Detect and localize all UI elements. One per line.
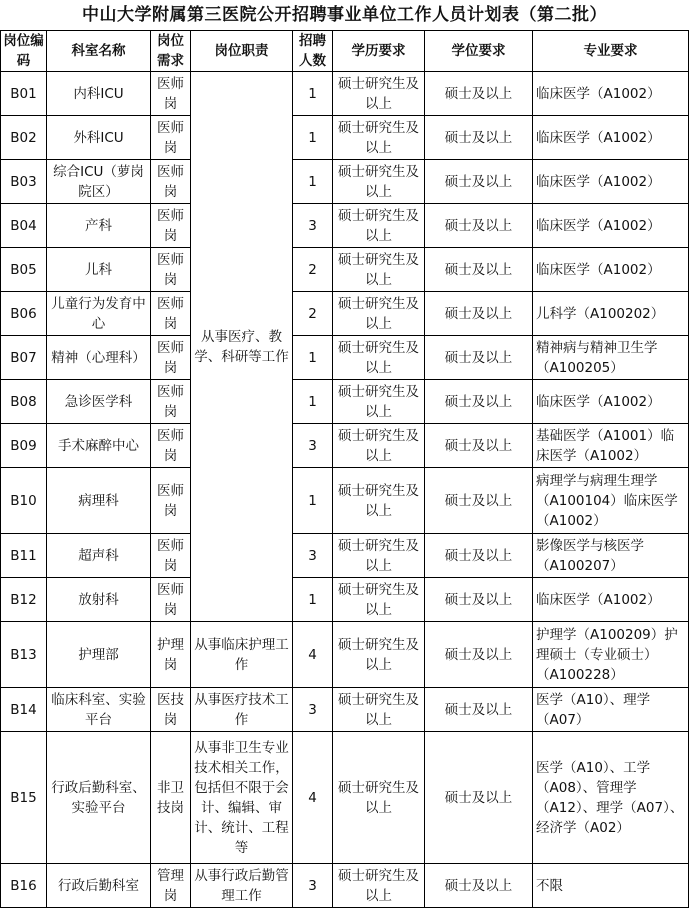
- cell-edu: 硕士研究生及以上: [333, 578, 425, 622]
- cell-edu: 硕士研究生及以上: [333, 732, 425, 864]
- cell-num: 1: [293, 72, 333, 116]
- cell-type: 医师岗: [151, 116, 191, 160]
- cell-degree: 硕士及以上: [425, 534, 533, 578]
- cell-edu: 硕士研究生及以上: [333, 622, 425, 688]
- table-row: [1, 292, 689, 336]
- header-major: 专业要求: [533, 31, 689, 72]
- cell-dept: 护理部: [47, 622, 151, 688]
- cell-code: B01: [1, 72, 47, 116]
- cell-type: 管理岗: [151, 864, 191, 908]
- cell-degree: 硕士及以上: [425, 468, 533, 534]
- cell-major: 基础医学（A1001）临床医学（A1002）: [533, 424, 689, 468]
- header-type: 岗位需求: [151, 31, 191, 72]
- cell-major: 不限: [533, 864, 689, 908]
- cell-major: 儿科学（A100202）: [533, 292, 689, 336]
- cell-num: 1: [293, 380, 333, 424]
- header-dept: 科室名称: [47, 31, 151, 72]
- recruitment-table: [0, 30, 689, 908]
- cell-code: B14: [1, 688, 47, 732]
- cell-dept: 综合ICU（萝岗院区）: [47, 160, 151, 204]
- cell-duty: 从事医疗技术工作: [191, 688, 293, 732]
- cell-edu: 硕士研究生及以上: [333, 534, 425, 578]
- cell-degree: 硕士及以上: [425, 424, 533, 468]
- cell-dept: 病理科: [47, 468, 151, 534]
- table-row: [1, 468, 689, 534]
- cell-edu: 硕士研究生及以上: [333, 468, 425, 534]
- table-row: [1, 732, 689, 864]
- cell-num: 4: [293, 732, 333, 864]
- cell-dept: 外科ICU: [47, 116, 151, 160]
- cell-code: B03: [1, 160, 47, 204]
- cell-degree: 硕士及以上: [425, 292, 533, 336]
- table-row: [1, 534, 689, 578]
- cell-dept: 产科: [47, 204, 151, 248]
- cell-num: 1: [293, 468, 333, 534]
- cell-edu: 硕士研究生及以上: [333, 688, 425, 732]
- cell-degree: 硕士及以上: [425, 248, 533, 292]
- cell-code: B10: [1, 468, 47, 534]
- cell-degree: 硕士及以上: [425, 380, 533, 424]
- cell-duty: 从事非卫生专业技术相关工作，包括但不限于会计、编辑、审计、统计、工程等: [191, 732, 293, 864]
- cell-type: 医师岗: [151, 248, 191, 292]
- cell-duty: 从事临床护理工作: [191, 622, 293, 688]
- cell-edu: 硕士研究生及以上: [333, 160, 425, 204]
- cell-num: 1: [293, 116, 333, 160]
- cell-code: B05: [1, 248, 47, 292]
- cell-degree: 硕士及以上: [425, 622, 533, 688]
- cell-type: 医师岗: [151, 204, 191, 248]
- table-row: [1, 336, 689, 380]
- cell-code: B08: [1, 380, 47, 424]
- page-title: 中山大学附属第三医院公开招聘事业单位工作人员计划表（第二批）: [82, 5, 607, 25]
- table-row: [1, 380, 689, 424]
- table-row: [1, 204, 689, 248]
- cell-edu: 硕士研究生及以上: [333, 248, 425, 292]
- cell-type: 医师岗: [151, 72, 191, 116]
- table-row: [1, 116, 689, 160]
- cell-edu: 硕士研究生及以上: [333, 292, 425, 336]
- cell-code: B06: [1, 292, 47, 336]
- cell-major: 临床医学（A1002）: [533, 116, 689, 160]
- cell-edu: 硕士研究生及以上: [333, 336, 425, 380]
- cell-num: 1: [293, 336, 333, 380]
- cell-code: B04: [1, 204, 47, 248]
- table-row: [1, 72, 689, 116]
- cell-num: 2: [293, 248, 333, 292]
- cell-degree: 硕士及以上: [425, 204, 533, 248]
- cell-code: B15: [1, 732, 47, 864]
- cell-major: 临床医学（A1002）: [533, 578, 689, 622]
- cell-major: 医学（A10）、理学（A07）: [533, 688, 689, 732]
- table-row: [1, 160, 689, 204]
- cell-code: B09: [1, 424, 47, 468]
- cell-duty-doctor: 从事医疗、教学、科研等工作: [191, 72, 293, 622]
- cell-edu: 硕士研究生及以上: [333, 380, 425, 424]
- cell-code: B16: [1, 864, 47, 908]
- cell-major: 精神病与精神卫生学（A100205）: [533, 336, 689, 380]
- header-edu: 学历要求: [333, 31, 425, 72]
- table-row: [1, 622, 689, 688]
- cell-degree: 硕士及以上: [425, 160, 533, 204]
- cell-num: 3: [293, 424, 333, 468]
- cell-duty: 从事行政后勤管理工作: [191, 864, 293, 908]
- cell-num: 4: [293, 622, 333, 688]
- cell-type: 医师岗: [151, 534, 191, 578]
- cell-major: 护理学（A100209）护理硕士（专业硕士）（A100228）: [533, 622, 689, 688]
- cell-edu: 硕士研究生及以上: [333, 424, 425, 468]
- table-row: [1, 688, 689, 732]
- cell-num: 3: [293, 534, 333, 578]
- cell-major: 临床医学（A1002）: [533, 380, 689, 424]
- cell-dept: 行政后勤科室: [47, 864, 151, 908]
- cell-num: 3: [293, 688, 333, 732]
- cell-edu: 硕士研究生及以上: [333, 864, 425, 908]
- cell-degree: 硕士及以上: [425, 732, 533, 864]
- table-row: [1, 578, 689, 622]
- header-num: 招聘人数: [293, 31, 333, 72]
- header-duty: 岗位职责: [191, 31, 293, 72]
- cell-code: B12: [1, 578, 47, 622]
- cell-edu: 硕士研究生及以上: [333, 204, 425, 248]
- cell-type: 医师岗: [151, 578, 191, 622]
- cell-major: 医学（A10）、工学（A08）、管理学（A12）、理学（A07）、经济学（A02）: [533, 732, 689, 864]
- table-row: [1, 864, 689, 908]
- cell-num: 1: [293, 578, 333, 622]
- cell-degree: 硕士及以上: [425, 578, 533, 622]
- cell-dept: 行政后勤科室、实验平台: [47, 732, 151, 864]
- cell-degree: 硕士及以上: [425, 336, 533, 380]
- table-header-row: [1, 31, 689, 72]
- cell-dept: 内科ICU: [47, 72, 151, 116]
- cell-num: 1: [293, 160, 333, 204]
- cell-edu: 硕士研究生及以上: [333, 116, 425, 160]
- cell-type: 护理岗: [151, 622, 191, 688]
- header-degree: 学位要求: [425, 31, 533, 72]
- cell-code: B07: [1, 336, 47, 380]
- cell-code: B13: [1, 622, 47, 688]
- cell-code: B02: [1, 116, 47, 160]
- cell-num: 3: [293, 204, 333, 248]
- cell-num: 3: [293, 864, 333, 908]
- cell-type: 医师岗: [151, 336, 191, 380]
- cell-degree: 硕士及以上: [425, 116, 533, 160]
- cell-dept: 放射科: [47, 578, 151, 622]
- header-code: 岗位编码: [1, 31, 47, 72]
- cell-dept: 急诊医学科: [47, 380, 151, 424]
- cell-dept: 超声科: [47, 534, 151, 578]
- cell-type: 医师岗: [151, 160, 191, 204]
- cell-dept: 临床科室、实验平台: [47, 688, 151, 732]
- cell-num: 2: [293, 292, 333, 336]
- cell-major: 影像医学与核医学（A100207）: [533, 534, 689, 578]
- cell-degree: 硕士及以上: [425, 72, 533, 116]
- cell-edu: 硕士研究生及以上: [333, 72, 425, 116]
- cell-major: 病理学与病理生理学（A100104）临床医学（A1002）: [533, 468, 689, 534]
- cell-dept: 儿童行为发育中心: [47, 292, 151, 336]
- cell-type: 医师岗: [151, 468, 191, 534]
- cell-type: 非卫技岗: [151, 732, 191, 864]
- cell-major: 临床医学（A1002）: [533, 248, 689, 292]
- cell-code: B11: [1, 534, 47, 578]
- cell-dept: 儿科: [47, 248, 151, 292]
- table-row: [1, 248, 689, 292]
- cell-type: 医师岗: [151, 380, 191, 424]
- table-row: [1, 424, 689, 468]
- cell-degree: 硕士及以上: [425, 864, 533, 908]
- cell-dept: 手术麻醉中心: [47, 424, 151, 468]
- cell-major: 临床医学（A1002）: [533, 160, 689, 204]
- cell-type: 医师岗: [151, 292, 191, 336]
- cell-degree: 硕士及以上: [425, 688, 533, 732]
- cell-major: 临床医学（A1002）: [533, 204, 689, 248]
- cell-type: 医师岗: [151, 424, 191, 468]
- cell-major: 临床医学（A1002）: [533, 72, 689, 116]
- cell-type: 医技岗: [151, 688, 191, 732]
- cell-dept: 精神（心理科）: [47, 336, 151, 380]
